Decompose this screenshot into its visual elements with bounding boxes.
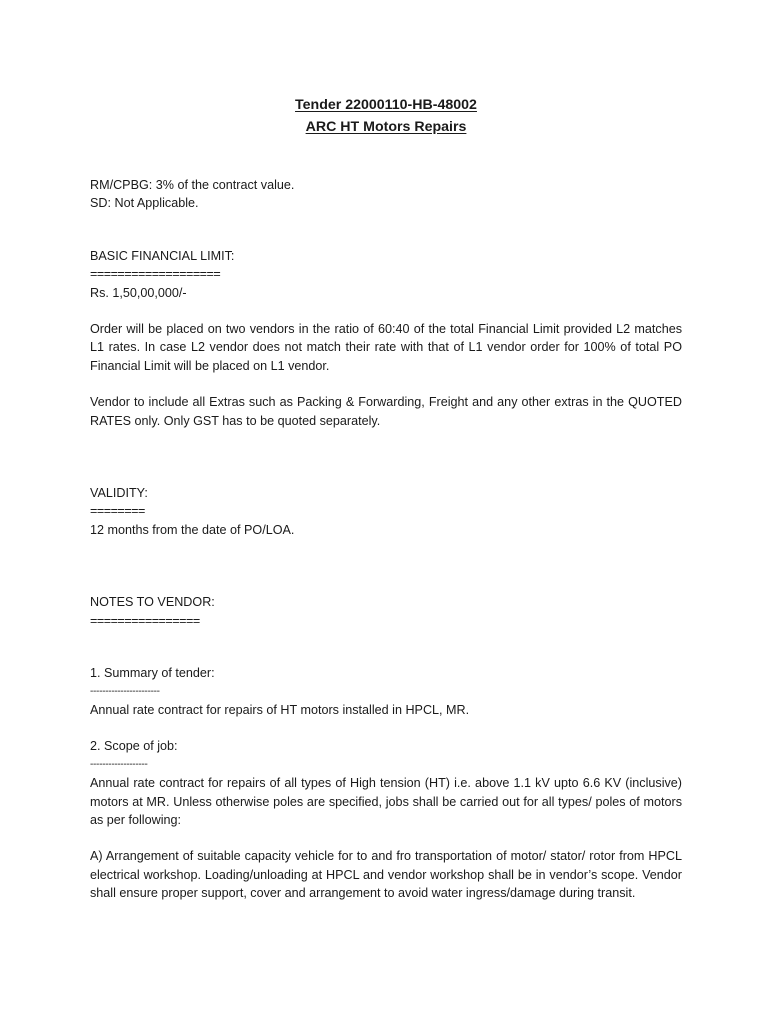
notes-rule: ================	[90, 613, 200, 628]
notes-heading: NOTES TO VENDOR:	[90, 595, 215, 610]
tender-title: Tender 22000110-HB-48002	[295, 97, 477, 113]
validity-rule: ========	[90, 504, 145, 519]
document-page	[90, 94, 682, 903]
scope-item-a: A) Arrangement of suitable capacity vehicle for to and fro transportation of motor/ stator/ rotor from HPCL electrical workshop. Loading/unloading at HPCL and vendor workshop shall be in vendor’s scope. Vendor shall ensure proper support, cover and arrangement to avoid water ingress/damage during transit.	[90, 849, 682, 901]
summary-text: Annual rate contract for repairs of HT motors installed in HPCL, MR.	[90, 702, 470, 717]
tender-subtitle: ARC HT Motors Repairs	[305, 119, 467, 135]
sd-line: SD: Not Applicable.	[90, 196, 199, 211]
extras-paragraph: Vendor to include all Extras such as Packing & Forwarding, Freight and any other extras in the QUOTED RATES only. Only GST has to be quoted separately.	[90, 395, 682, 428]
order-placement-paragraph: Order will be placed on two vendors in the ratio of 60:40 of the total Financial Limit provided L2 matches L1 rates. In case L2 vendor does not match their rate with that of L1 vendor order for 100% of total PO Financial Limit will be placed on L1 vendor.	[90, 322, 682, 373]
financial-limit-rule: ===================	[90, 267, 221, 282]
scope-heading: 2. Scope of job:	[90, 739, 178, 754]
document-title-block	[90, 94, 682, 138]
summary-rule: -----------------------	[90, 685, 160, 697]
scope-rule: -------------------	[90, 758, 148, 770]
summary-heading: 1. Summary of tender:	[90, 666, 215, 681]
scope-text: Annual rate contract for repairs of all types of High tension (HT) i.e. above 1.1 kV upto 6.6 KV (inclusive) motors at MR. Unless otherwise poles are specified, jobs shall be carried out for all types/ poles of motors as per following:	[90, 776, 682, 827]
financial-limit-amount: Rs. 1,50,00,000/-	[90, 285, 187, 300]
rm-cpbg-line: RM/CPBG: 3% of the contract value.	[90, 178, 295, 192]
validity-text: 12 months from the date of PO/LOA.	[90, 522, 295, 537]
validity-heading: VALIDITY:	[90, 486, 148, 501]
financial-limit-heading: BASIC FINANCIAL LIMIT:	[90, 248, 235, 263]
